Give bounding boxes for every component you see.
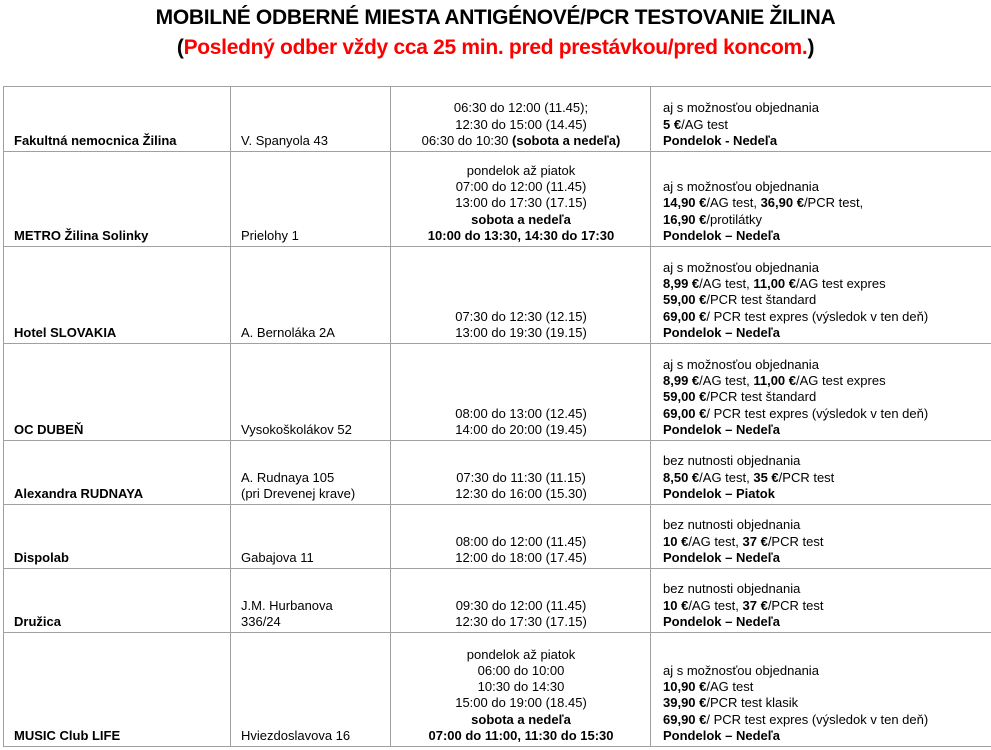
text-line (401, 422, 641, 438)
table-row (4, 152, 991, 247)
text-line (663, 373, 984, 389)
bold-text: 59,00 € (663, 389, 707, 405)
site-name-cell (4, 152, 231, 247)
page-subtitle (0, 36, 991, 60)
text-line (663, 712, 984, 728)
text-segment: /PCR test, (803, 195, 864, 211)
table-row (4, 344, 991, 441)
table-row (4, 441, 991, 505)
bold-text: 07:00 do 11:00, 11:30 do 15:30 (428, 727, 614, 743)
bold-text: Pondelok – Nedeľa (663, 727, 780, 743)
text-line (663, 117, 984, 133)
opening-hours-cell (391, 441, 651, 505)
bold-text: 16,90 € (663, 211, 707, 227)
text-segment: bez nutnosti objednania (663, 453, 801, 469)
text-segment: /AG test (681, 116, 729, 132)
bold-text: Pondelok – Nedeľa (663, 421, 780, 437)
text-line (663, 179, 984, 195)
text-line (401, 100, 641, 116)
text-line (663, 581, 984, 597)
text-segment: 09:30 do 12:00 (11.45) (455, 597, 587, 613)
text-segment: aj s možnosťou objednania (663, 662, 819, 678)
site-name-cell (4, 569, 231, 633)
text-line (663, 228, 984, 244)
bold-text: 8,99 € (663, 373, 700, 389)
text-line (663, 470, 984, 486)
bold-text: 11,00 € (753, 373, 796, 389)
text-line (401, 212, 641, 228)
text-segment: 12:30 do 15:00 (14.45) (455, 116, 587, 132)
price-info-cell (651, 505, 991, 569)
bold-text: 10:00 do 13:30, 14:30 do 17:30 (427, 227, 615, 243)
text-line (663, 100, 984, 116)
bold-text: Pondelok – Nedeľa (663, 549, 780, 565)
table-row (4, 569, 991, 633)
bold-text: 8,50 € (663, 469, 700, 485)
bold-text: 10,90 € (663, 679, 707, 695)
site-name-cell (4, 441, 231, 505)
text-line (663, 534, 984, 550)
text-line (401, 163, 641, 179)
bold-text: 59,00 € (663, 292, 707, 308)
text-segment: aj s možnosťou objednania (663, 179, 819, 195)
text-line (401, 550, 641, 566)
address-line: Prielohy 1 (241, 227, 299, 243)
address-cell (231, 344, 391, 441)
text-segment: bez nutnosti objednania (663, 517, 801, 533)
text-segment: /AG test, (699, 469, 754, 485)
text-line (663, 598, 984, 614)
text-segment: 06:00 do 10:00 (477, 662, 565, 678)
text-segment: /protilátky (706, 211, 763, 227)
text-line (663, 663, 984, 679)
subtitle-close: ) (807, 36, 815, 59)
address-line: (pri Drevenej krave) (241, 485, 356, 501)
text-line (401, 695, 641, 711)
text-line (663, 406, 984, 422)
text-line (663, 357, 984, 373)
bold-text: 14,90 € (663, 195, 707, 211)
text-line (663, 679, 984, 695)
text-line (663, 292, 984, 308)
text-segment: 08:00 do 12:00 (11.45) (455, 533, 587, 549)
site-name: METRO Žilina Solinky (14, 227, 149, 243)
subtitle-note: Posledný odber vždy cca 25 min. pred prestávkou/pred koncom. (183, 36, 808, 59)
text-line (663, 728, 984, 744)
site-name-cell (4, 633, 231, 747)
text-line (401, 228, 641, 244)
address-line: Hviezdoslavova 16 (241, 727, 351, 743)
text-segment: 14:00 do 20:00 (19.45) (455, 421, 587, 437)
opening-hours-cell (391, 505, 651, 569)
address-line: J.M. Hurbanova (241, 597, 333, 613)
text-line (663, 195, 984, 211)
text-segment: 13:00 do 17:30 (17.15) (455, 195, 587, 211)
site-name-cell (4, 505, 231, 569)
site-name: OC DUBEŇ (14, 421, 84, 437)
text-segment: bez nutnosti objednania (663, 581, 801, 597)
bold-text: sobota a nedeľa (471, 211, 571, 227)
opening-hours-cell (391, 344, 651, 441)
price-info-cell (651, 152, 991, 247)
text-line (663, 486, 984, 502)
bold-text: Pondelok – Nedeľa (663, 324, 780, 340)
text-segment: 15:00 do 19:00 (18.45) (455, 695, 587, 711)
text-segment: 07:30 do 11:30 (11.15) (456, 469, 586, 485)
text-segment: aj s možnosťou objednania (663, 356, 819, 372)
address-line: A. Bernoláka 2A (241, 324, 335, 340)
bold-text: (sobota a nedeľa) (512, 132, 621, 148)
text-segment: /AG test, (688, 533, 743, 549)
bold-text: Pondelok – Piatok (663, 485, 775, 501)
text-line (663, 276, 984, 292)
text-line (401, 663, 641, 679)
text-segment: 07:00 do 12:00 (11.45) (455, 179, 587, 195)
text-segment: 08:00 do 13:00 (12.45) (455, 405, 587, 421)
text-line (663, 212, 984, 228)
text-line (401, 614, 641, 630)
text-segment: 06:30 do 10:30 (421, 132, 513, 148)
opening-hours-cell (391, 633, 651, 747)
text-line (663, 453, 984, 469)
bold-text: sobota a nedeľa (471, 711, 571, 727)
text-segment: /AG test expres (796, 276, 886, 292)
table-row (4, 633, 991, 747)
text-segment: 13:00 do 19:30 (19.15) (455, 324, 587, 340)
text-line (663, 325, 984, 341)
text-line (401, 728, 641, 744)
text-line (401, 195, 641, 211)
bold-text: 69,00 € (663, 405, 707, 421)
text-line (663, 422, 984, 438)
address-line: Vysokoškolákov 52 (241, 421, 352, 437)
text-segment: pondelok až piatok (466, 162, 576, 178)
text-line (663, 550, 984, 566)
text-segment: /AG test expres (796, 373, 886, 389)
text-segment: /PCR test štandard (706, 292, 817, 308)
price-info-cell (651, 247, 991, 344)
text-line (663, 695, 984, 711)
testing-sites-table (3, 86, 991, 747)
text-segment: aj s možnosťou objednania (663, 259, 819, 275)
price-info-cell (651, 633, 991, 747)
text-line (663, 260, 984, 276)
site-name-cell (4, 247, 231, 344)
opening-hours-cell (391, 87, 651, 152)
address-cell (231, 247, 391, 344)
opening-hours-cell (391, 247, 651, 344)
table-row (4, 505, 991, 569)
text-segment: /AG test, (706, 195, 761, 211)
address-cell (231, 505, 391, 569)
site-name-cell (4, 344, 231, 441)
text-segment: aj s možnosťou objednania (663, 100, 819, 116)
text-segment: pondelok až piatok (466, 646, 576, 662)
bold-text: 5 € (663, 116, 682, 132)
text-line (401, 598, 641, 614)
bold-text: 37 € (742, 597, 768, 613)
text-segment: /PCR test klasik (706, 695, 799, 711)
price-info-cell (651, 569, 991, 633)
page-title: MOBILNÉ ODBERNÉ MIESTA ANTIGÉNOVÉ/PCR TESTOVANIE ŽILINA (155, 6, 836, 29)
table-row (4, 87, 991, 152)
bold-text: 10 € (663, 597, 689, 613)
bold-text: Pondelok - Nedeľa (663, 132, 778, 148)
text-segment: / PCR test expres (výsledok v ten deň) (706, 711, 929, 727)
text-segment: /PCR test štandard (706, 389, 817, 405)
bold-text: 39,90 € (663, 695, 707, 711)
bold-text: 11,00 € (753, 276, 796, 292)
text-segment: /AG test (706, 679, 754, 695)
opening-hours-cell (391, 569, 651, 633)
text-line (401, 133, 641, 149)
text-segment: 12:00 do 18:00 (17.45) (455, 549, 587, 565)
text-segment: /AG test, (699, 276, 754, 292)
price-info-cell (651, 344, 991, 441)
text-line (401, 309, 641, 325)
text-line (663, 133, 984, 149)
site-name: Družica (14, 613, 61, 629)
text-segment: /AG test, (699, 373, 754, 389)
text-line (401, 647, 641, 663)
text-line (401, 117, 641, 133)
site-name-cell (4, 87, 231, 152)
text-segment: / PCR test expres (výsledok v ten deň) (706, 405, 929, 421)
bold-text: 36,90 € (760, 195, 804, 211)
bold-text: 69,00 € (663, 308, 707, 324)
text-line (663, 389, 984, 405)
address-cell (231, 441, 391, 505)
opening-hours-cell (391, 152, 651, 247)
bold-text: 35 € (753, 469, 779, 485)
address-cell (231, 569, 391, 633)
text-line (401, 486, 641, 502)
text-segment: /AG test, (688, 597, 743, 613)
price-info-cell (651, 441, 991, 505)
text-segment: 10:30 do 14:30 (477, 679, 565, 695)
text-segment: /PCR test (767, 597, 824, 613)
address-cell (231, 87, 391, 152)
site-name: Fakultná nemocnica Žilina (14, 132, 177, 148)
site-name: Dispolab (14, 549, 69, 565)
price-info-cell (651, 87, 991, 152)
bold-text: Pondelok – Nedeľa (663, 613, 780, 629)
text-line (401, 712, 641, 728)
text-line (401, 325, 641, 341)
bold-text: Pondelok – Nedeľa (663, 227, 780, 243)
bold-text: 8,99 € (663, 276, 700, 292)
address-line: 336/24 (241, 613, 281, 629)
table-row (4, 247, 991, 344)
site-name: Hotel SLOVAKIA (14, 324, 117, 340)
text-line (663, 614, 984, 630)
text-line (401, 470, 641, 486)
text-line (401, 406, 641, 422)
address-line: V. Spanyola 43 (241, 132, 328, 148)
address-line: Gabajova 11 (241, 549, 314, 565)
address-cell (231, 152, 391, 247)
bold-text: 37 € (742, 533, 768, 549)
bold-text: 10 € (663, 533, 689, 549)
bold-text: 69,90 € (663, 711, 707, 727)
text-segment: 06:30 do 12:00 (11.45); (453, 100, 589, 116)
address-line: A. Rudnaya 105 (241, 469, 335, 485)
site-name: Alexandra RUDNAYA (14, 485, 144, 501)
text-line (401, 534, 641, 550)
text-segment: / PCR test expres (výsledok v ten deň) (706, 308, 929, 324)
text-line (663, 517, 984, 533)
text-segment: /PCR test (778, 469, 835, 485)
address-cell (231, 633, 391, 747)
text-segment: 12:30 do 16:00 (15.30) (455, 485, 587, 501)
text-line (663, 309, 984, 325)
text-segment: 12:30 do 17:30 (17.15) (455, 613, 587, 629)
site-name: MUSIC Club LIFE (14, 727, 121, 743)
text-line (401, 179, 641, 195)
text-segment: /PCR test (767, 533, 824, 549)
text-line (401, 679, 641, 695)
text-segment: 07:30 do 12:30 (12.15) (455, 308, 587, 324)
subtitle-open: ( (176, 36, 184, 59)
